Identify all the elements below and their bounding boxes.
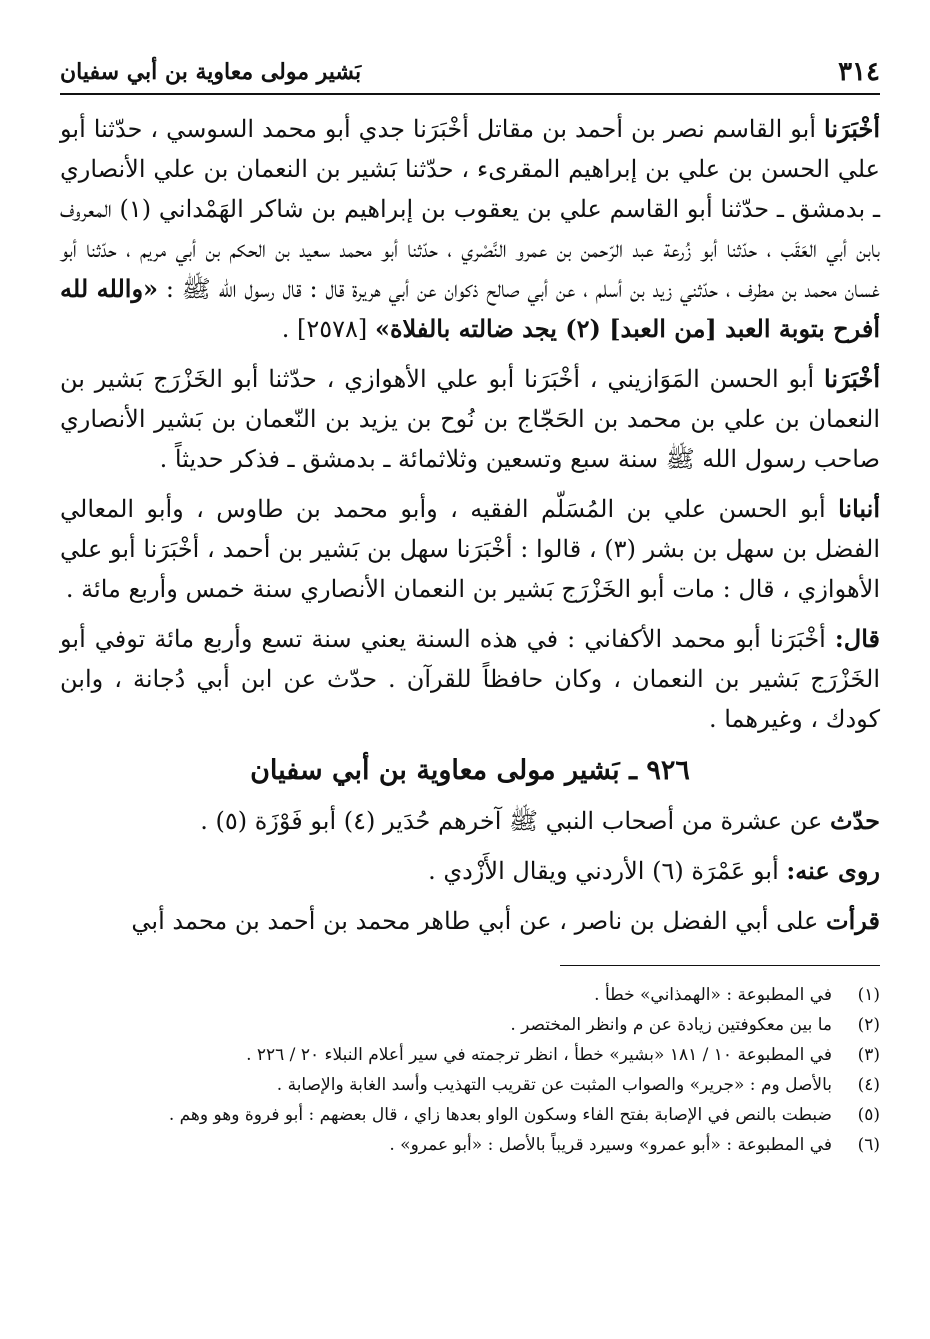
entry-line-lead: حدّث — [829, 806, 880, 835]
footnote-number: (٦) — [857, 1135, 880, 1155]
footnote-text: في المطبوعة : «أبو عمرو» وسيرد قريباً بالأصل : «أبو عمرو» . — [389, 1135, 832, 1155]
entry-line — [60, 801, 880, 841]
paragraph — [60, 619, 880, 739]
footnote-text: ضبطت بالنص في الإصابة بفتح الفاء وسكون الواو بعدها زاي ، قال بعضهم : أبو فروة وهو وهم . — [168, 1105, 832, 1125]
footnote-number: (٤) — [857, 1075, 880, 1095]
paragraph-lead: قال: — [834, 624, 880, 653]
main-text — [60, 109, 880, 1160]
entry-line-text: عن عشرة من أصحاب النبي ﷺ آخرهم حُدَير (٤) أبو فَوْزَة (٥) . — [200, 807, 823, 835]
footnote — [60, 1130, 880, 1160]
footnote-text: ما بين معكوفتين زيادة عن م وانظر المختصر . — [510, 1015, 832, 1035]
paragraph — [60, 359, 880, 479]
footnote-text: في المطبوعة : «الهمذاني» خطأ . — [594, 985, 832, 1005]
footnote-number: (٥) — [857, 1105, 880, 1125]
entry-line — [60, 901, 880, 941]
hadith-text: «والله لله أفرح بتوبة العبد [من العبد] (٢) يجد ضالته بالفلاة» — [60, 274, 880, 343]
running-title: بَشير مولى معاوية بن أبي سفيان — [60, 59, 362, 85]
footnote — [60, 1040, 880, 1070]
paragraph-lead: أنبانا — [838, 494, 880, 523]
footnote-text: بالأصل وم : «جرير» والصواب المثبت عن تقريب التهذيب وأسد الغابة والإصابة . — [276, 1075, 832, 1095]
paragraph — [60, 109, 880, 349]
footnote — [60, 1010, 880, 1040]
entry-line-text: أبو عَمْرَة (٦) الأردني ويقال الأَزْدي . — [428, 857, 779, 885]
page-header — [60, 55, 880, 95]
footnote-number: (٢) — [857, 1015, 880, 1035]
paragraph-text: أبو القاسم نصر بن أحمد بن مقاتل أخْبَرَنا جدي أبو محمد السوسي ، حدّثنا أبو علي الحسن بن علي بن إبراهيم المقرىء ، حدّثنا بَشير بن النعمان بن علي الأنصاري ـ بدمشق ـ حدّثنا أبو القاسم علي بن يعقوب بن إبراهيم بن شاكر الهَمْداني (١) المعروف بابن أبي العَقَب ، حدّثنا أبو زُرعة عبد الرّحمن بن عمرو النَّصْري ، حدّثنا أبو محمد سعيد بن الحكم بن أبي مريم ، حدّثنا أبو غسان محمد بن مطرف ، حدّثني زيد بن أسلم ، عن أبي صالح ذكوان عن أبي هريرة قال : قال رسول الله ﷺ : — [60, 115, 881, 303]
footnote-number: (١) — [857, 985, 880, 1005]
paragraph-text: أخْبَرَنا أبو محمد الأكفاني : في هذه السنة يعني سنة تسع وأربع مائة توفي أبو الخَزْرَج بَشير بن النعمان ، وكان حافظاً للقرآن . حدّث عن ابن أبي دُجانة ، وابن كودك ، وغيرهما . — [60, 625, 881, 733]
footnote-divider — [560, 965, 880, 966]
paragraph — [60, 489, 880, 609]
entry-line-lead: روى عنه: — [786, 856, 880, 885]
footnote-text: في المطبوعة ١٠ / ١٨١ «بشير» خطأ ، انظر ترجمته في سير أعلام النبلاء ٢٠ / ٢٢٦ . — [246, 1045, 832, 1065]
footnote — [60, 1100, 880, 1130]
document-page — [60, 55, 880, 1295]
entry-line-lead: قرأت — [826, 906, 880, 935]
footnote — [60, 980, 880, 1010]
entry-line-text: على أبي الفضل بن ناصر ، عن أبي طاهر محمد بن أحمد بن محمد أبي — [131, 907, 819, 935]
page-number: ٣١٤ — [838, 57, 880, 87]
footnote — [60, 1070, 880, 1100]
paragraph-end: [٢٥٧٨] . — [281, 315, 368, 343]
footnote-number: (٣) — [857, 1045, 880, 1065]
paragraph-text: أبو الحسن المَوَازيني ، أخْبَرَنا أبو علي الأهوازي ، حدّثنا أبو الخَزْرَج بَشير بن النعمان بن علي بن محمد بن الحَجّاج بن نُوح بن يزيد بن النّعمان بن بَشير الأنصاري صاحب رسول الله ﷺ سنة سبع وتسعين وثلاثمائة ـ بدمشق ـ فذكر حديثاً . — [60, 365, 880, 473]
paragraph-text: أبو الحسن علي بن المُسَلّم الفقيه ، وأبو محمد بن طاوس ، وأبو المعالي الفضل بن سهل بن بشر (٣) ، قالوا : أخْبَرَنا سهل بن بَشير بن أحمد ، أخْبَرَنا أبو علي الأهوازي ، قال : مات أبو الخَزْرَج بَشير بن النعمان الأنصاري سنة خمس وأربع مائة . — [60, 495, 880, 603]
entry-heading: ٩٢٦ ـ بَشير مولى معاوية بن أبي سفيان — [250, 755, 690, 786]
paragraph-lead: أخْبَرَنا — [824, 114, 880, 143]
paragraph-lead: أخْبَرَنا — [824, 364, 880, 393]
footnotes — [60, 980, 880, 1160]
entry-line — [60, 851, 880, 891]
